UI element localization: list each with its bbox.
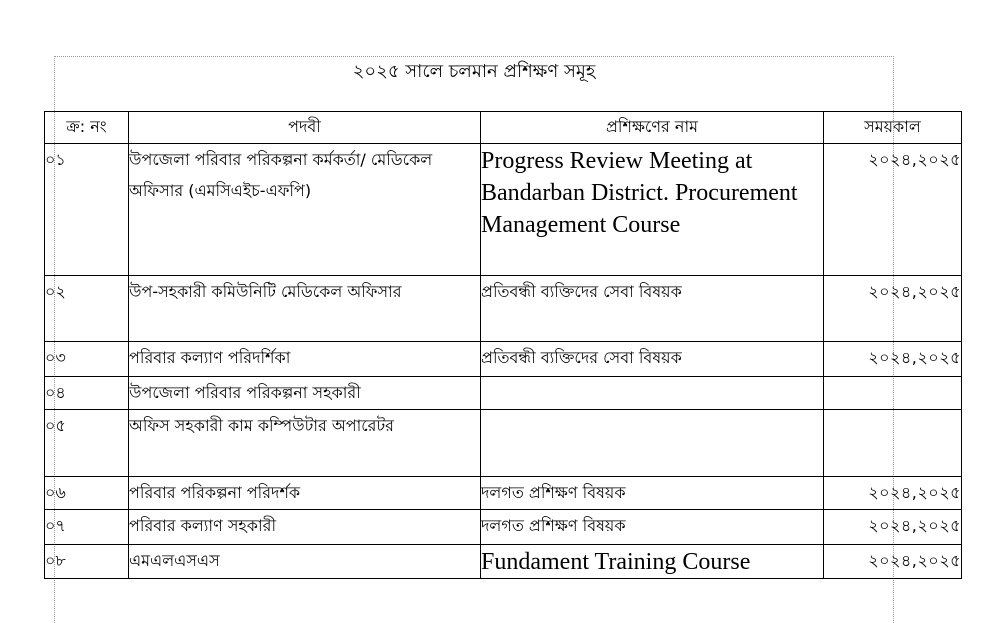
header-position: পদবী [129, 112, 481, 144]
training-cell: Fundament Training Course [481, 545, 824, 579]
table-row [45, 510, 962, 545]
duration-cell: ২০২৪,২০২৫ [824, 144, 962, 276]
position-cell: এমএলএসএস [129, 545, 481, 579]
table-header-row [45, 112, 962, 144]
serial-cell: ০৮ [45, 545, 129, 579]
table-row [45, 276, 962, 342]
serial-cell: ০২ [45, 276, 129, 342]
duration-cell: ২০২৪,২০২৫ [824, 510, 962, 545]
duration-cell [824, 377, 962, 410]
training-table [44, 111, 962, 579]
duration-cell [824, 410, 962, 477]
duration-cell: ২০২৪,২০২৫ [824, 545, 962, 579]
serial-cell: ০৬ [45, 477, 129, 510]
table-row [45, 144, 962, 276]
duration-cell: ২০২৪,২০২৫ [824, 342, 962, 377]
table-row [45, 342, 962, 377]
table-row [45, 477, 962, 510]
training-cell: Progress Review Meeting at Bandarban District. Procurement Management Course [481, 144, 824, 276]
training-cell: দলগত প্রশিক্ষণ বিষয়ক [481, 510, 824, 545]
training-cell: দলগত প্রশিক্ষণ বিষয়ক [481, 477, 824, 510]
table-row [45, 545, 962, 579]
table-row [45, 377, 962, 410]
position-cell: উপজেলা পরিবার পরিকল্পনা সহকারী [129, 377, 481, 410]
document-title: ২০২৫ সালে চলমান প্রশিক্ষণ সমূহ [352, 61, 596, 82]
training-cell [481, 377, 824, 410]
page-margin-guide-top [54, 56, 894, 57]
training-cell: প্রতিবন্ধী ব্যক্তিদের সেবা বিষয়ক [481, 276, 824, 342]
header-training: প্রশিক্ষণের নাম [481, 112, 824, 144]
position-cell: অফিস সহকারী কাম কম্পিউটার অপারেটর [129, 410, 481, 477]
training-cell [481, 410, 824, 477]
duration-cell: ২০২৪,২০২৫ [824, 477, 962, 510]
table-row [45, 410, 962, 477]
position-cell: পরিবার কল্যাণ সহকারী [129, 510, 481, 545]
position-cell: পরিবার কল্যাণ পরিদর্শিকা [129, 342, 481, 377]
training-cell: প্রতিবন্ধী ব্যক্তিদের সেবা বিষয়ক [481, 342, 824, 377]
header-serial: ক্র: নং [45, 112, 129, 144]
header-duration: সময়কাল [824, 112, 962, 144]
serial-cell: ০৫ [45, 410, 129, 477]
serial-cell: ০৪ [45, 377, 129, 410]
position-cell: উপজেলা পরিবার পরিকল্পনা কর্মকর্তা/ মেডিকেল অফিসার (এমসিএইচ-এফপি) [129, 144, 481, 276]
serial-cell: ০৩ [45, 342, 129, 377]
serial-cell: ০১ [45, 144, 129, 276]
position-cell: পরিবার পরিকল্পনা পরিদর্শক [129, 477, 481, 510]
duration-cell: ২০২৪,২০২৫ [824, 276, 962, 342]
serial-cell: ০৭ [45, 510, 129, 545]
position-cell: উপ-সহকারী কমিউনিটি মেডিকেল অফিসার [129, 276, 481, 342]
